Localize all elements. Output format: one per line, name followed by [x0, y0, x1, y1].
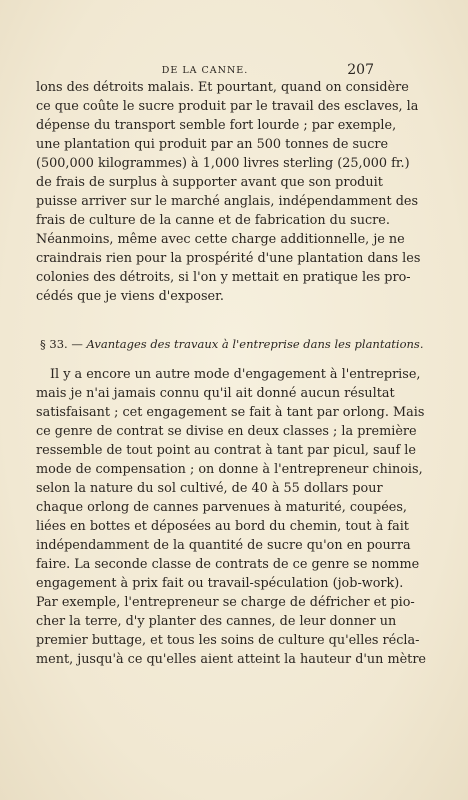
- paragraph-continued: [36, 78, 421, 306]
- page-number: 207: [347, 62, 374, 78]
- section-number: § 33. —: [40, 337, 83, 351]
- running-title: DE LA CANNE.: [161, 65, 249, 76]
- text-line: ressemble de tout point au contrat à tant par picul, sauf le: [36, 443, 416, 458]
- text-line: ment, jusqu'à ce qu'elles aient atteint la hauteur d'un mètre: [36, 652, 427, 667]
- text-line: une plantation qui produit par an 500 tonnes de sucre: [36, 137, 389, 152]
- text-line: mais je n'ai jamais connu qu'il ait donné aucun résultat: [36, 386, 395, 401]
- text-line: mode de compensation ; on donne à l'entrepreneur chinois,: [36, 462, 423, 477]
- text-line: premier buttage, et tous les soins de culture qu'elles récla-: [36, 633, 420, 648]
- text-line: puisse arriver sur le marché anglais, indépendamment des: [36, 194, 419, 209]
- text-line: Par exemple, l'entrepreneur se charge de défricher et pio-: [36, 595, 415, 610]
- text-line: liées en bottes et déposées au bord du chemin, tout à fait: [36, 519, 409, 534]
- text-line: chaque orlong de cannes parvenues à maturité, coupées,: [36, 500, 407, 515]
- section-title: Avantages des travaux à l'entreprise dans les plantations.: [86, 337, 424, 351]
- section-heading: [40, 337, 424, 351]
- text-line: ce genre de contrat se divise en deux classes ; la première: [36, 424, 417, 439]
- text-line: lons des détroits malais. Et pourtant, quand on considère: [36, 80, 409, 95]
- text-line: selon la nature du sol cultivé, de 40 à 55 dollars pour: [36, 481, 383, 496]
- text-line: craindrais rien pour la prospérité d'une plantation dans les: [36, 251, 421, 266]
- text-line: cher la terre, d'y planter des cannes, de leur donner un: [36, 614, 397, 629]
- text-line: cédés que je viens d'exposer.: [36, 289, 224, 304]
- text-line: indépendamment de la quantité de sucre qu'on en pourra: [36, 538, 411, 553]
- text-line: ce que coûte le sucre produit par le travail des esclaves, la: [36, 99, 419, 114]
- text-line: Néanmoins, même avec cette charge additionnelle, je ne: [36, 232, 405, 247]
- text-line: (500,000 kilogrammes) à 1,000 livres sterling (25,000 fr.): [36, 156, 410, 171]
- text-line: engagement à prix fait ou travail-spéculation (job-work).: [36, 576, 404, 591]
- text-line: faire. La seconde classe de contrats de ce genre se nomme: [36, 557, 420, 572]
- text-line: satisfaisant ; cet engagement se fait à tant par orlong. Mais: [36, 405, 425, 420]
- text-line: colonies des détroits, si l'on y mettait en pratique les pro-: [36, 270, 411, 285]
- text-line: de frais de surplus à supporter avant que son produit: [36, 175, 383, 190]
- text-line: frais de culture de la canne et de fabrication du sucre.: [36, 213, 390, 228]
- text-line: Il y a encore un autre mode d'engagement à l'entreprise,: [50, 367, 421, 382]
- text-line: dépense du transport semble fort lourde ; par exemple,: [36, 118, 397, 133]
- paragraph-section-33: [36, 365, 427, 669]
